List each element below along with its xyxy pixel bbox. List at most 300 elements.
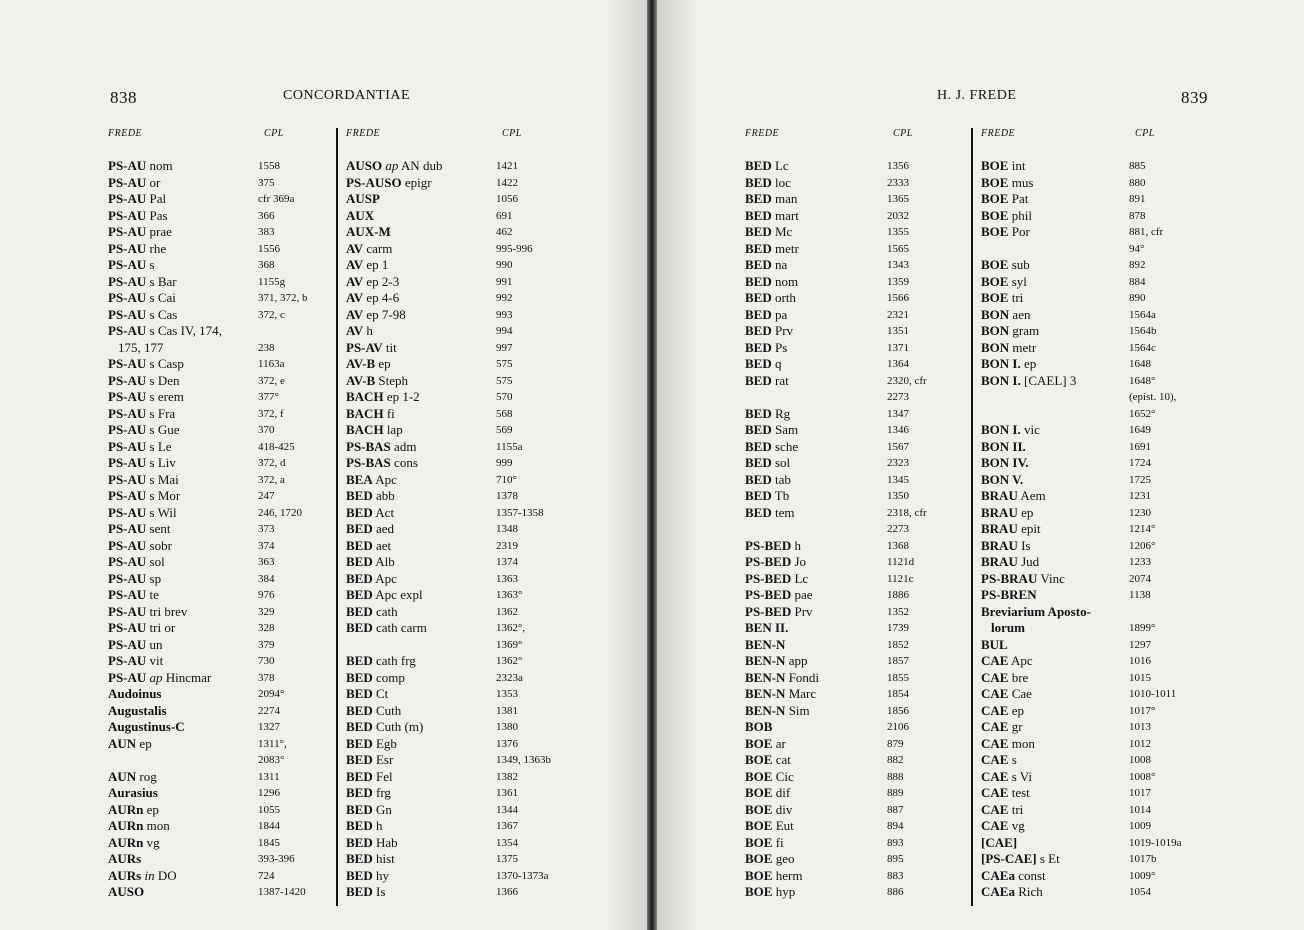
cpl-number: 1351 (887, 325, 909, 337)
entry-work: h (375, 818, 383, 833)
entry-work: loc (774, 174, 791, 190)
cpl-number: 375 (258, 176, 275, 189)
entry-work: cath frg (375, 653, 416, 668)
entry-work: ep 1-2 (386, 389, 420, 404)
entry-siglum: BED (745, 207, 772, 223)
entry-siglum: BED (745, 158, 772, 173)
index-entry (346, 571, 397, 587)
entry-siglum: PS-AU (108, 587, 147, 602)
cpl-number: 1230 (1129, 506, 1151, 519)
cpl-number: 1121c (887, 572, 914, 585)
index-entry (745, 323, 793, 339)
entry-siglum: BED (346, 719, 373, 734)
cpl-number: 878 (1129, 209, 1146, 222)
page-number: 838 (110, 88, 137, 107)
cpl-number: 371, 372, b (258, 292, 308, 304)
index-entry (108, 604, 187, 620)
cpl-number: 885 (1129, 160, 1146, 172)
index-entry (346, 373, 408, 389)
cpl-number: 1899° (1129, 622, 1156, 634)
cpl-number: 1349, 1363b (496, 754, 551, 766)
entry-work: sol (149, 554, 165, 569)
entry-siglum: BOE (745, 752, 773, 767)
index-entry (346, 802, 392, 818)
entry-siglum: PS-AU (108, 257, 147, 272)
index-entry (745, 620, 788, 636)
entry-siglum: BED (346, 818, 373, 833)
cpl-number: 1355 (887, 226, 909, 238)
index-entry (981, 340, 1036, 356)
entry-siglum: BED (745, 438, 772, 454)
index-entry (745, 422, 798, 438)
entry-work: sche (774, 438, 799, 454)
cpl-number: 2321 (887, 308, 909, 321)
entry-work: s Casp (149, 356, 184, 371)
entry-work: s Gue (149, 422, 180, 437)
left-page (0, 0, 647, 930)
column-header: FREDE (346, 128, 381, 139)
entry-work: Egb (375, 735, 397, 751)
cpl-number: 2333 (887, 176, 909, 189)
index-entry (346, 620, 427, 636)
entry-work: metr (1012, 339, 1037, 355)
index-entry (346, 323, 373, 339)
entry-siglum: BOE (745, 735, 773, 751)
entry-siglum: BED (346, 570, 373, 586)
entry-work: rog (139, 768, 157, 784)
entry-work: Pat (1011, 191, 1029, 206)
index-entry (745, 719, 772, 735)
entry-work: Tb (774, 488, 790, 503)
entry-work: adm (394, 438, 417, 454)
entry-siglum: BED (346, 554, 373, 569)
cpl-number: 879 (887, 737, 904, 750)
cpl-number: 1327 (258, 721, 280, 733)
entry-siglum: BED (745, 257, 772, 272)
index-entry (346, 851, 395, 867)
entry-work: s Cas IV, 174, (149, 323, 222, 338)
cpl-number: 1856 (887, 704, 909, 717)
entry-siglum: BON IV. (981, 455, 1029, 470)
entry-siglum: BED (346, 884, 373, 899)
index-entry (981, 290, 1023, 306)
entry-work: s Den (149, 372, 180, 388)
entry-siglum: BED (346, 669, 373, 685)
index-entry (745, 554, 806, 570)
entry-work: test (1011, 785, 1030, 800)
entry-siglum: PS-BED (745, 587, 792, 602)
cpl-number: 991 (496, 275, 513, 288)
cpl-number: 1422 (496, 176, 518, 189)
column-header: FREDE (981, 128, 1016, 139)
index-entry (346, 587, 423, 603)
cpl-number: 1845 (258, 836, 280, 849)
entry-siglum: BED (745, 455, 772, 470)
index-entry (108, 571, 161, 587)
index-entry (346, 818, 382, 834)
entry-work: Cae (1011, 686, 1032, 701)
index-entry (981, 538, 1030, 554)
index-entry (346, 175, 432, 191)
entry-work: s Cai (149, 290, 176, 305)
entry-siglum: BEN-N (745, 653, 786, 668)
entry-work: Is (1021, 537, 1031, 553)
entry-work: app (788, 653, 808, 668)
cpl-number: 1567 (887, 440, 909, 453)
cpl-number: 2323a (496, 671, 523, 684)
entry-siglum: BED (346, 867, 373, 883)
index-entry (981, 191, 1028, 207)
entry-work: metr (774, 240, 799, 256)
entry-siglum: BED (745, 273, 772, 289)
index-entry (981, 686, 1032, 702)
entry-work: abb (375, 488, 395, 503)
entry-work: Vinc (1040, 570, 1065, 586)
cpl-number: 1362 (496, 605, 518, 618)
entry-siglum: PS-BREN (981, 587, 1037, 602)
index-entry (745, 604, 813, 620)
cpl-number: 724 (258, 869, 275, 882)
cpl-number: 2074 (1129, 572, 1151, 585)
cpl-number: 997 (496, 341, 513, 354)
index-entry (981, 604, 1091, 620)
entry-work: gram (1012, 323, 1040, 338)
entry-work: Sim (788, 702, 810, 718)
cpl-number: 1364 (887, 358, 909, 370)
cpl-number: 1350 (887, 490, 909, 502)
cpl-number: 1012 (1129, 737, 1151, 750)
cpl-number: 883 (887, 869, 904, 882)
index-entry (745, 340, 787, 356)
entry-siglum: BED (346, 785, 373, 800)
index-entry (108, 538, 172, 554)
index-entry (346, 604, 398, 620)
cpl-number: 1382 (496, 770, 518, 783)
cpl-number: 1363 (496, 572, 518, 585)
entry-siglum: PS-BRAU (981, 570, 1038, 586)
index-entry (745, 802, 792, 818)
cpl-number: 379 (258, 638, 275, 651)
cpl-number: 1343 (887, 259, 909, 271)
index-entry (108, 208, 168, 224)
entry-italic: in (144, 867, 155, 883)
entry-siglum: CAE (981, 735, 1009, 751)
entry-siglum: BED (346, 620, 373, 635)
cpl-number: 1344 (496, 803, 518, 816)
cpl-number: 1163a (258, 358, 285, 370)
entry-siglum: BED (346, 587, 373, 602)
entry-siglum: AV (346, 290, 364, 305)
entry-work: vit (149, 653, 164, 668)
cpl-number: 2274 (258, 704, 280, 717)
entry-siglum: AURn (108, 801, 144, 817)
entry-siglum: BON I. (981, 372, 1021, 388)
entry-siglum: AV (346, 306, 364, 322)
entry-siglum: BED (346, 851, 373, 866)
entry-siglum: BACH (346, 422, 384, 437)
entry-siglum: PS-AU (108, 191, 147, 206)
cpl-number: 1374 (496, 556, 518, 568)
entry-work: nom (774, 273, 799, 289)
entry-work: syl (1011, 273, 1027, 289)
cpl-number: 1008 (1129, 754, 1151, 766)
cpl-number: 2320, cfr (887, 374, 927, 387)
index-entry (108, 323, 222, 339)
cpl-number: 893 (887, 836, 904, 849)
entry-siglum: Breviarium Aposto- (981, 603, 1091, 619)
index-entry (745, 241, 799, 257)
cpl-number: 374 (258, 539, 275, 552)
entry-work: s Et (1039, 851, 1060, 866)
index-entry (108, 488, 180, 504)
entry-work: h (794, 537, 801, 553)
entry-siglum: PS-AU (108, 389, 147, 404)
entry-siglum: BOE (745, 834, 773, 850)
cpl-number: 1017b (1129, 853, 1157, 865)
entry-siglum: [PS-CAE] (981, 851, 1037, 866)
entry-work: te (149, 587, 159, 602)
entry-siglum: BED (745, 290, 772, 305)
index-entry (981, 719, 1023, 735)
entry-work: aed (375, 521, 395, 536)
entry-siglum: PS-BAS (346, 438, 391, 454)
cpl-number: 1378 (496, 490, 518, 502)
entry-siglum: PS-AU (108, 570, 147, 586)
index-entry (745, 439, 798, 455)
index-entry (981, 818, 1025, 834)
index-entry (346, 670, 405, 686)
entry-siglum: BED (745, 488, 772, 503)
index-entry (745, 571, 808, 587)
entry-work: Apc (375, 570, 397, 586)
cpl-number: 1375 (496, 853, 518, 865)
entry-siglum: BRAU (981, 537, 1018, 553)
entry-work: ep (1021, 504, 1034, 520)
entry-siglum: PS-AU (108, 554, 147, 569)
column-header: CPL (264, 128, 284, 139)
cpl-number: 1311 (258, 770, 280, 783)
entry-siglum: PS-AU (108, 636, 147, 652)
entry-siglum: BOE (981, 191, 1009, 206)
entry-work: int (1011, 158, 1026, 173)
index-entry (108, 373, 180, 389)
entry-siglum: BON (981, 339, 1010, 355)
entry-work: Alb (375, 554, 395, 569)
cpl-number: 2273 (887, 391, 909, 403)
entry-work: rat (774, 372, 789, 388)
cpl-number: 891 (1129, 193, 1146, 205)
entry-work: aet (375, 537, 392, 553)
entry-work: ep 7-98 (366, 306, 406, 322)
entry-siglum: PS-AU (108, 207, 147, 223)
index-entry (745, 158, 789, 174)
index-entry (108, 868, 177, 884)
column-header: CPL (1135, 128, 1155, 139)
entry-siglum: BACH (346, 389, 384, 404)
cpl-number: 884 (1129, 275, 1146, 288)
entry-work: sobr (149, 537, 172, 553)
entry-siglum: AUX (346, 207, 375, 223)
entry-work: Apc (1011, 653, 1033, 668)
entry-siglum: BED (346, 653, 373, 668)
index-entry (745, 736, 786, 752)
entry-siglum: BED (745, 191, 772, 206)
index-entry (745, 851, 795, 867)
index-entry (745, 587, 813, 603)
entry-siglum: BRAU (981, 488, 1018, 503)
index-entry (745, 884, 795, 900)
cpl-number: 373 (258, 523, 275, 535)
entry-work: Cuth (m) (375, 719, 424, 734)
index-entry (745, 637, 785, 653)
index-entry (981, 307, 1030, 323)
index-entry (745, 818, 794, 834)
cpl-number: 1214° (1129, 523, 1156, 535)
cpl-number: 1155g (258, 275, 286, 288)
cpl-number: 999 (496, 457, 513, 469)
cpl-number: 329 (258, 605, 275, 618)
entry-work: ep 2-3 (366, 273, 400, 289)
entry-siglum: BED (346, 702, 373, 718)
index-entry (981, 488, 1046, 504)
entry-work: Apc (375, 471, 397, 487)
column-header: FREDE (745, 128, 780, 139)
cpl-number: 1010-1011 (1129, 688, 1177, 700)
entry-work: ep (1011, 702, 1024, 718)
entry-siglum: BOE (981, 290, 1009, 305)
entry-work: na (774, 257, 788, 272)
entry-siglum: PS-AU (108, 620, 147, 635)
cpl-number: 1366 (496, 886, 518, 898)
index-entry (346, 307, 406, 323)
entry-work: const (1018, 867, 1046, 883)
entry-work: Mc (774, 224, 793, 239)
entry-siglum: PS-AU (108, 438, 147, 454)
cpl-number: 1121d (887, 556, 915, 568)
entry-siglum: BEA (346, 471, 373, 487)
entry-work: hist (375, 851, 395, 866)
entry-siglum: BED (346, 504, 373, 520)
entry-siglum: AURs (108, 867, 142, 883)
cpl-number: 890 (1129, 292, 1146, 304)
entry-siglum: AV (346, 273, 364, 289)
cpl-number: 888 (887, 770, 904, 783)
cpl-number: 372, d (258, 457, 286, 469)
entry-work: Esr (375, 752, 394, 767)
entry-work: tri brev (149, 603, 188, 619)
entry-siglum: AV (346, 257, 364, 272)
index-entry (745, 175, 791, 191)
index-entry (346, 785, 391, 801)
entry-work: vg (1011, 818, 1025, 833)
index-entry (981, 703, 1024, 719)
index-entry (108, 175, 160, 191)
cpl-number: 418-425 (258, 440, 295, 453)
index-entry (346, 290, 399, 306)
cpl-number: 363 (258, 556, 275, 568)
cpl-number: 1381 (496, 704, 518, 717)
entry-siglum: BED (745, 174, 772, 190)
entry-work: mon (146, 818, 170, 833)
cpl-number: 238 (258, 341, 275, 354)
entry-work: Act (375, 504, 395, 520)
entry-siglum: BED (745, 224, 772, 239)
entry-siglum: PS-BED (745, 570, 792, 586)
cpl-number: 2318, cfr (887, 506, 927, 519)
cpl-number: 1017° (1129, 704, 1156, 717)
cpl-number: 1359 (887, 275, 909, 288)
entry-siglum: BOE (745, 818, 773, 833)
index-entry (745, 373, 789, 389)
cpl-number: 372, f (258, 407, 284, 420)
entry-siglum: BEN-N (745, 636, 786, 652)
cpl-number: 1363° (496, 589, 523, 601)
entry-work: s Cas (149, 306, 178, 322)
entry-siglum: BOE (981, 273, 1009, 289)
entry-siglum: CAE (981, 686, 1009, 701)
index-entry (108, 719, 185, 735)
cpl-number: 889 (887, 787, 904, 799)
entry-siglum: AV-B (346, 356, 376, 371)
cpl-number: 1857 (887, 655, 909, 667)
index-entry (108, 455, 176, 471)
entry-siglum: BRAU (981, 521, 1018, 536)
index-entry (108, 290, 176, 306)
entry-work: pa (774, 306, 788, 322)
entry-work: Aem (1020, 488, 1046, 503)
entry-siglum: BED (745, 422, 772, 437)
index-entry (981, 356, 1036, 372)
entry-work: frg (375, 785, 391, 800)
entry-work: hyp (775, 884, 796, 899)
entry-siglum: BED (346, 686, 373, 701)
column-header: FREDE (108, 128, 143, 139)
entry-work: prae (149, 224, 172, 239)
cpl-number: 894 (887, 820, 904, 832)
index-entry (108, 703, 167, 719)
entry-siglum: PS-AU (108, 603, 147, 619)
cpl-number: 1380 (496, 721, 518, 733)
entry-siglum: PS-BED (745, 554, 792, 569)
cpl-number: 570 (496, 391, 513, 403)
entry-work: Rg (774, 405, 791, 421)
cpl-number: (epist. 10), (1129, 391, 1177, 403)
entry-siglum: BED (745, 356, 772, 371)
entry-siglum: BON (981, 306, 1010, 322)
entry-work: cath carm (375, 620, 427, 635)
entry-work: Jud (1021, 554, 1040, 569)
index-entry (981, 472, 1023, 488)
entry-work: s Le (149, 438, 172, 454)
cpl-number: 1361 (496, 787, 518, 799)
index-entry (108, 224, 172, 240)
index-entry (346, 752, 393, 768)
entry-italic: ap (149, 669, 163, 685)
entry-siglum: BOE (745, 884, 773, 899)
entry-work: fi (775, 834, 784, 850)
entry-siglum: BED (745, 504, 772, 520)
entry-work: vic (1023, 422, 1040, 437)
entry-siglum: CAE (981, 818, 1009, 833)
cpl-number: 2083° (258, 754, 285, 766)
entry-work: ep 1 (366, 257, 389, 272)
index-entry (745, 191, 797, 207)
entry-work: Pas (149, 207, 168, 223)
cpl-number: 1691 (1129, 440, 1151, 453)
entry-siglum: PS-AU (108, 521, 147, 536)
entry-siglum: BON I. (981, 356, 1021, 371)
entry-siglum: BRAU (981, 504, 1018, 520)
